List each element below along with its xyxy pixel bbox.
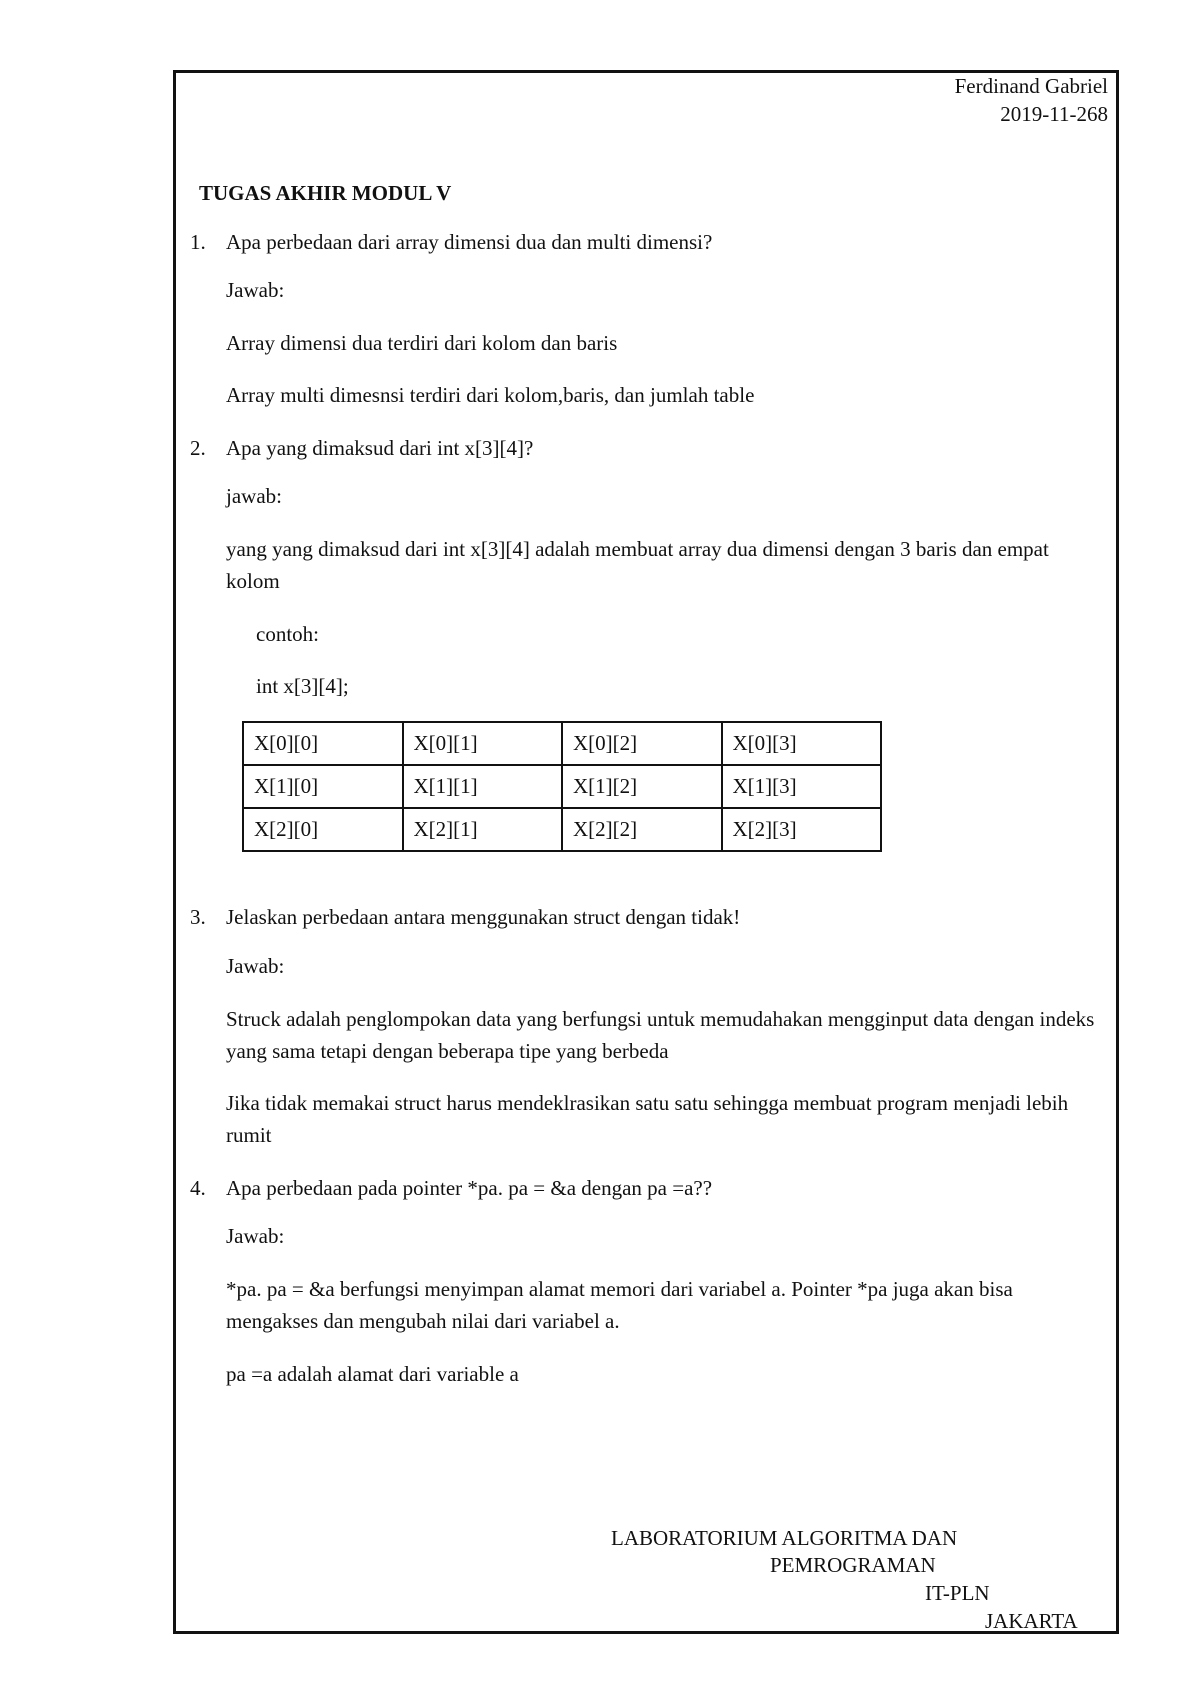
author-block (708, 72, 1108, 128)
question-text: Apa perbedaan dari array dimensi dua dan multi dimensi? (226, 230, 713, 254)
example-label: contoh: (256, 622, 319, 646)
example-code: int x[3][4]; (256, 674, 349, 698)
answer-text: Array multi dimesnsi terdiri dari kolom,baris, dan jumlah table (226, 383, 755, 407)
table-cell: X[1][1] (403, 765, 563, 808)
table-cell: X[2][1] (403, 808, 563, 851)
author-name: Ferdinand Gabriel (954, 74, 1108, 98)
document-title: TUGAS AKHIR MODUL V (199, 181, 452, 205)
footer-line: LABORATORIUM ALGORITMA DAN (611, 1526, 958, 1550)
table-cell: X[1][3] (722, 765, 882, 808)
footer-line: IT-PLN (925, 1581, 990, 1605)
table-cell: X[0][1] (403, 722, 563, 765)
footer-line: PEMROGRAMAN (770, 1553, 936, 1577)
question-number: 1. (190, 230, 206, 254)
question-number: 4. (190, 1176, 206, 1200)
answer-text: pa =a adalah alamat dari variable a (226, 1362, 519, 1386)
table-cell: X[1][0] (243, 765, 403, 808)
table-cell: X[0][0] (243, 722, 403, 765)
question-text: Apa yang dimaksud dari int x[3][4]? (226, 436, 534, 460)
answer-label: Jawab: (226, 954, 285, 978)
table-cell: X[2][0] (243, 808, 403, 851)
table-cell: X[0][2] (562, 722, 722, 765)
table-row (243, 808, 881, 851)
table-row (243, 722, 881, 765)
question-number: 3. (190, 905, 206, 929)
question-number: 2. (190, 436, 206, 460)
answer-label: Jawab: (226, 1224, 285, 1248)
answer-label: Jawab: (226, 278, 285, 302)
author-id: 2019-11-268 (1000, 102, 1108, 126)
page-border (173, 70, 1119, 1634)
question-text: Jelaskan perbedaan antara menggunakan struct dengan tidak! (226, 905, 741, 929)
table-cell: X[1][2] (562, 765, 722, 808)
answer-text: Struck adalah penglompokan data yang berfungsi untuk memudahakan mengginput data dengan indeks yang sama tetapi dengan beberapa tipe yang berbeda (226, 1007, 1095, 1063)
table-cell: X[2][2] (562, 808, 722, 851)
table-cell: X[2][3] (722, 808, 882, 851)
array-table (242, 721, 882, 852)
answer-text: *pa. pa = &a berfungsi menyimpan alamat memori dari variabel a. Pointer *pa juga akan bisa mengakses dan mengubah nilai dari variabel a. (226, 1277, 1013, 1333)
answer-text: yang yang dimaksud dari int x[3][4] adalah membuat array dua dimensi dengan 3 baris dan empat kolom (226, 537, 1049, 593)
footer-line: JAKARTA (985, 1609, 1078, 1633)
answer-text: Jika tidak memakai struct harus mendeklrasikan satu satu sehingga membuat program menjadi lebih rumit (226, 1091, 1069, 1147)
table-row (243, 765, 881, 808)
answer-text: Array dimensi dua terdiri dari kolom dan baris (226, 331, 618, 355)
answer-label: jawab: (226, 484, 282, 508)
question-text: Apa perbedaan pada pointer *pa. pa = &a dengan pa =a?? (226, 1176, 713, 1200)
table-cell: X[0][3] (722, 722, 882, 765)
